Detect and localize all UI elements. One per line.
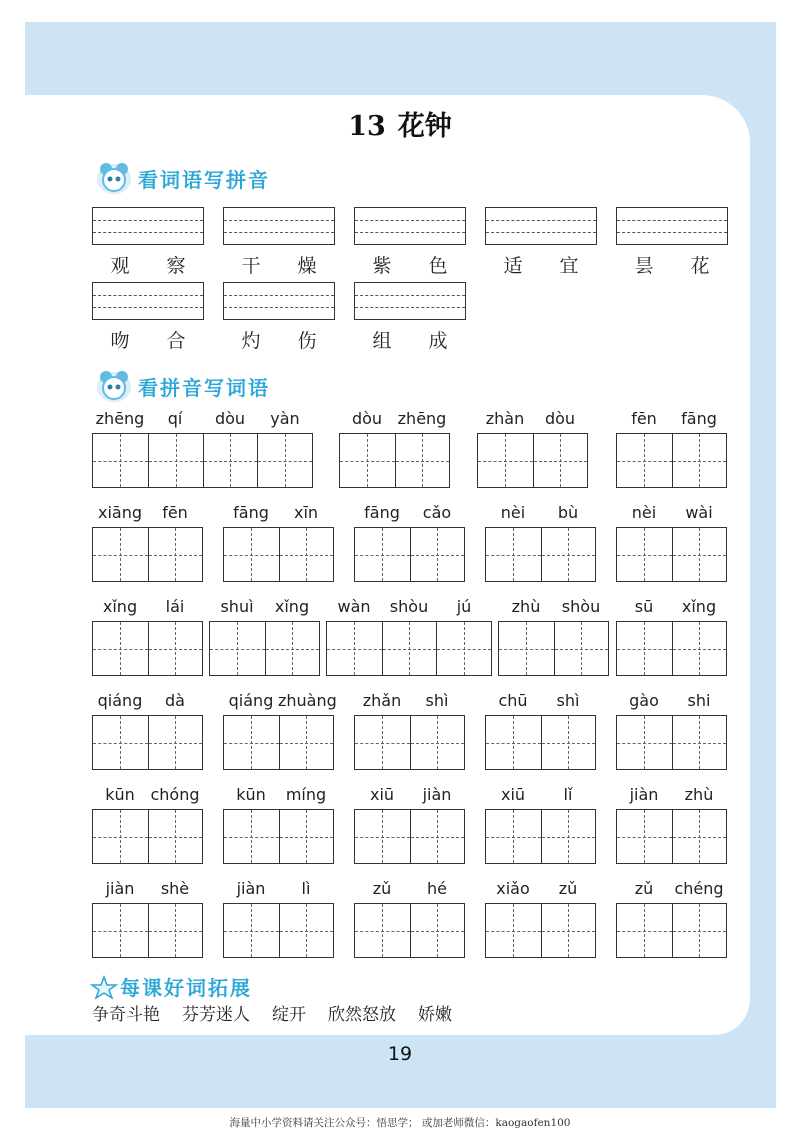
character-grid[interactable] bbox=[616, 621, 727, 676]
guide-line bbox=[673, 743, 727, 744]
character-grid[interactable] bbox=[92, 903, 203, 958]
grid-cell[interactable] bbox=[672, 904, 727, 957]
guide-line bbox=[258, 461, 312, 462]
pinyin-syllable: lì bbox=[301, 879, 311, 898]
guide-line bbox=[542, 555, 596, 556]
grid-cell[interactable] bbox=[265, 622, 320, 675]
grid-cell[interactable] bbox=[672, 528, 727, 581]
grid-cell[interactable] bbox=[486, 716, 541, 769]
guide-line bbox=[411, 743, 465, 744]
guide-line bbox=[486, 743, 541, 744]
character-grid[interactable] bbox=[354, 715, 465, 770]
character-grid[interactable] bbox=[616, 527, 727, 582]
character-grid[interactable] bbox=[92, 621, 203, 676]
grid-cell[interactable] bbox=[93, 810, 148, 863]
pinyin-answer-box[interactable] bbox=[354, 282, 466, 320]
guide-line bbox=[673, 837, 727, 838]
character-grid[interactable] bbox=[92, 527, 203, 582]
pinyin-syllable: fēn bbox=[162, 503, 188, 522]
guide-line bbox=[617, 649, 672, 650]
pinyin-syllable: fēn bbox=[631, 409, 657, 428]
guide-line bbox=[355, 931, 410, 932]
pinyin-syllable: fāng bbox=[681, 409, 717, 428]
guide-line bbox=[478, 461, 533, 462]
word-character: 灼 bbox=[241, 330, 261, 352]
grid-cell[interactable] bbox=[486, 904, 541, 957]
pinyin-syllable: cǎo bbox=[422, 503, 452, 522]
guide-line bbox=[327, 649, 382, 650]
grid-cell[interactable] bbox=[617, 434, 672, 487]
character-grid[interactable] bbox=[223, 903, 334, 958]
character-grid[interactable] bbox=[354, 809, 465, 864]
pinyin-syllable: xiū bbox=[369, 785, 395, 804]
guide-line bbox=[355, 307, 465, 308]
word-character: 吻 bbox=[110, 330, 130, 352]
pinyin-syllable: jiàn bbox=[629, 785, 659, 804]
character-grid[interactable] bbox=[354, 903, 465, 958]
lesson-title bbox=[0, 104, 800, 143]
word-character: 适 bbox=[503, 255, 523, 277]
grid-cell[interactable] bbox=[279, 904, 334, 957]
grid-cell[interactable] bbox=[224, 716, 279, 769]
guide-line bbox=[542, 743, 596, 744]
character-grid[interactable] bbox=[223, 715, 334, 770]
grid-cell[interactable] bbox=[93, 528, 148, 581]
guide-line bbox=[355, 743, 410, 744]
character-grid[interactable] bbox=[92, 715, 203, 770]
grid-cell[interactable] bbox=[672, 434, 727, 487]
guide-line bbox=[149, 649, 203, 650]
grid-cell[interactable] bbox=[617, 622, 672, 675]
pinyin-syllable: fāng bbox=[364, 503, 400, 522]
pinyin-answer-box[interactable] bbox=[354, 207, 466, 245]
pinyin-syllable: xǐng bbox=[681, 597, 717, 616]
guide-line bbox=[340, 461, 395, 462]
word-character: 观 bbox=[110, 255, 130, 277]
grid-cell[interactable] bbox=[355, 528, 410, 581]
lesson-name: 花钟 bbox=[397, 111, 452, 142]
pinyin-syllable: kūn bbox=[105, 785, 135, 804]
character-grid[interactable] bbox=[339, 433, 450, 488]
guide-line bbox=[224, 232, 334, 233]
grid-cell[interactable] bbox=[340, 434, 395, 487]
pinyin-syllable: xiāng bbox=[97, 503, 142, 522]
word-label bbox=[92, 251, 204, 278]
pinyin-syllable: xǐng bbox=[102, 597, 138, 616]
pinyin-syllable: kūn bbox=[236, 785, 266, 804]
guide-line bbox=[355, 220, 465, 221]
grid-cell[interactable] bbox=[486, 810, 541, 863]
guide-line bbox=[673, 649, 727, 650]
guide-line bbox=[355, 295, 465, 296]
guide-line bbox=[204, 461, 258, 462]
grid-cell[interactable] bbox=[382, 622, 437, 675]
guide-line bbox=[224, 743, 279, 744]
character-grid[interactable] bbox=[616, 433, 727, 488]
guide-line bbox=[673, 931, 727, 932]
pinyin-syllable: zǔ bbox=[634, 879, 654, 898]
pinyin-syllable: xiū bbox=[500, 785, 526, 804]
guide-line bbox=[411, 837, 465, 838]
character-grid[interactable] bbox=[485, 715, 596, 770]
guide-line bbox=[486, 220, 596, 221]
character-grid[interactable] bbox=[616, 903, 727, 958]
pinyin-syllable: shòu bbox=[561, 597, 601, 616]
guide-line bbox=[617, 220, 727, 221]
guide-line bbox=[93, 555, 148, 556]
pinyin-syllable: zhēng bbox=[95, 409, 145, 428]
pinyin-syllable: dòu bbox=[214, 409, 246, 428]
page-number: 19 bbox=[387, 1043, 413, 1065]
grid-cell[interactable] bbox=[279, 716, 334, 769]
grid-cell[interactable] bbox=[541, 716, 596, 769]
grid-cell[interactable] bbox=[541, 904, 596, 957]
grid-cell[interactable] bbox=[148, 622, 203, 675]
extension-word: 芬芳迷人 bbox=[182, 1005, 250, 1025]
pinyin-syllable: chéng bbox=[674, 879, 724, 898]
guide-line bbox=[411, 555, 465, 556]
guide-line bbox=[224, 931, 279, 932]
pinyin-syllable: wài bbox=[685, 503, 713, 522]
pinyin-syllable: hé bbox=[427, 879, 447, 898]
grid-cell[interactable] bbox=[148, 904, 203, 957]
word-character: 察 bbox=[166, 255, 186, 277]
character-grid[interactable] bbox=[477, 433, 588, 488]
grid-cell[interactable] bbox=[533, 434, 588, 487]
guide-line bbox=[224, 307, 334, 308]
section-heading-look-words-write-pinyin bbox=[92, 158, 270, 198]
grid-cell[interactable] bbox=[279, 528, 334, 581]
panda-icon bbox=[92, 159, 136, 197]
pinyin-syllable: zǔ bbox=[558, 879, 578, 898]
guide-line bbox=[224, 220, 334, 221]
pinyin-syllable: xǐng bbox=[274, 597, 310, 616]
pinyin-syllable: shòu bbox=[389, 597, 429, 616]
guide-line bbox=[355, 232, 465, 233]
character-grid[interactable] bbox=[209, 621, 320, 676]
guide-line bbox=[542, 931, 596, 932]
pinyin-syllable: zhàn bbox=[485, 409, 525, 428]
pinyin-syllable: zǔ bbox=[372, 879, 392, 898]
extension-word: 欣然怒放 bbox=[328, 1005, 396, 1025]
grid-cell[interactable] bbox=[257, 434, 312, 487]
guide-line bbox=[266, 649, 320, 650]
word-label bbox=[485, 251, 597, 278]
pinyin-syllable: dòu bbox=[351, 409, 383, 428]
guide-line bbox=[224, 295, 334, 296]
grid-cell[interactable] bbox=[148, 716, 203, 769]
pinyin-syllable: jú bbox=[456, 597, 472, 616]
pinyin-answer-box[interactable] bbox=[616, 207, 728, 245]
grid-cell[interactable] bbox=[148, 528, 203, 581]
pinyin-syllable: shì bbox=[556, 691, 580, 710]
grid-cell[interactable] bbox=[395, 434, 450, 487]
grid-cell[interactable] bbox=[410, 904, 465, 957]
panda-icon bbox=[92, 367, 136, 405]
pinyin-syllable: nèi bbox=[500, 503, 526, 522]
word-character: 燥 bbox=[297, 255, 317, 277]
grid-cell[interactable] bbox=[148, 434, 203, 487]
grid-cell[interactable] bbox=[355, 810, 410, 863]
word-character: 紫 bbox=[372, 255, 392, 277]
guide-line bbox=[149, 555, 203, 556]
grid-cell[interactable] bbox=[93, 622, 148, 675]
pinyin-syllable: qiáng bbox=[97, 691, 143, 710]
guide-line bbox=[93, 307, 203, 308]
word-character: 成 bbox=[428, 330, 448, 352]
word-character: 花 bbox=[690, 255, 710, 277]
guide-line bbox=[224, 555, 279, 556]
guide-line bbox=[534, 461, 588, 462]
pinyin-syllable: yàn bbox=[270, 409, 300, 428]
guide-line bbox=[499, 649, 554, 650]
lesson-number: 13 bbox=[348, 111, 386, 142]
guide-line bbox=[383, 649, 437, 650]
grid-cell[interactable] bbox=[478, 434, 533, 487]
guide-line bbox=[355, 555, 410, 556]
character-grid[interactable] bbox=[92, 809, 203, 864]
grid-cell[interactable] bbox=[224, 904, 279, 957]
grid-cell[interactable] bbox=[93, 716, 148, 769]
grid-cell[interactable] bbox=[499, 622, 554, 675]
extension-word: 娇嫩 bbox=[418, 1005, 452, 1025]
pinyin-answer-box[interactable] bbox=[223, 207, 335, 245]
pinyin-syllable: dòu bbox=[544, 409, 576, 428]
guide-line bbox=[149, 461, 203, 462]
pinyin-syllable: jiàn bbox=[422, 785, 452, 804]
grid-cell[interactable] bbox=[279, 810, 334, 863]
guide-line bbox=[224, 837, 279, 838]
extension-word: 争奇斗艳 bbox=[92, 1005, 160, 1025]
pinyin-syllable: dà bbox=[165, 691, 185, 710]
word-character: 合 bbox=[166, 330, 186, 352]
character-grid[interactable] bbox=[223, 809, 334, 864]
guide-line bbox=[617, 555, 672, 556]
guide-line bbox=[555, 649, 609, 650]
pinyin-syllable: wàn bbox=[337, 597, 371, 616]
word-character: 昙 bbox=[634, 255, 654, 277]
grid-cell[interactable] bbox=[148, 810, 203, 863]
pinyin-syllable: jiàn bbox=[236, 879, 266, 898]
grid-cell[interactable] bbox=[410, 810, 465, 863]
guide-line bbox=[396, 461, 450, 462]
grid-cell[interactable] bbox=[410, 528, 465, 581]
guide-line bbox=[93, 220, 203, 221]
grid-cell[interactable] bbox=[617, 716, 672, 769]
word-character: 伤 bbox=[297, 330, 317, 352]
section-label: 看词语写拼音 bbox=[138, 167, 270, 192]
pinyin-syllable: xīn bbox=[293, 503, 319, 522]
guide-line bbox=[149, 837, 203, 838]
guide-line bbox=[93, 295, 203, 296]
guide-line bbox=[486, 555, 541, 556]
guide-line bbox=[93, 837, 148, 838]
pinyin-syllable: gào bbox=[629, 691, 659, 710]
section-heading-look-pinyin-write-words bbox=[92, 366, 270, 406]
section-label: 每课好词拓展 bbox=[120, 975, 252, 1000]
pinyin-syllable: shi bbox=[687, 691, 711, 710]
word-label bbox=[354, 251, 466, 278]
pinyin-syllable: shuì bbox=[220, 597, 254, 616]
pinyin-syllable: bù bbox=[557, 503, 579, 522]
character-grid[interactable] bbox=[498, 621, 609, 676]
pinyin-syllable: qí bbox=[167, 409, 183, 428]
word-label bbox=[92, 326, 204, 353]
guide-line bbox=[93, 743, 148, 744]
pinyin-answer-box[interactable] bbox=[92, 282, 204, 320]
pinyin-syllable: jiàn bbox=[105, 879, 135, 898]
guide-line bbox=[280, 743, 334, 744]
character-grid[interactable] bbox=[326, 621, 492, 676]
guide-line bbox=[280, 555, 334, 556]
guide-line bbox=[355, 837, 410, 838]
word-character: 干 bbox=[241, 255, 261, 277]
footer-note: 海量中小学资料请关注公众号：悟思学； 或加老师微信：kaogaofen100 bbox=[229, 1117, 571, 1129]
character-grid[interactable] bbox=[223, 527, 334, 582]
guide-line bbox=[93, 461, 148, 462]
grid-cell[interactable] bbox=[224, 528, 279, 581]
guide-line bbox=[673, 461, 727, 462]
guide-line bbox=[411, 931, 465, 932]
pinyin-syllable: chóng bbox=[150, 785, 200, 804]
character-grid[interactable] bbox=[616, 809, 727, 864]
grid-cell[interactable] bbox=[224, 810, 279, 863]
grid-cell[interactable] bbox=[93, 904, 148, 957]
pinyin-syllable: zhēng bbox=[397, 409, 447, 428]
grid-cell[interactable] bbox=[617, 904, 672, 957]
word-label bbox=[616, 251, 728, 278]
grid-cell[interactable] bbox=[436, 622, 491, 675]
grid-cell[interactable] bbox=[672, 622, 727, 675]
section-label: 看拼音写词语 bbox=[138, 375, 270, 400]
guide-line bbox=[93, 649, 148, 650]
pinyin-answer-box[interactable] bbox=[485, 207, 597, 245]
guide-line bbox=[210, 649, 265, 650]
guide-line bbox=[437, 649, 491, 650]
grid-cell[interactable] bbox=[617, 528, 672, 581]
guide-line bbox=[617, 743, 672, 744]
guide-line bbox=[280, 931, 334, 932]
pinyin-syllable: qiáng bbox=[228, 691, 274, 710]
pinyin-syllable: zhù bbox=[511, 597, 541, 616]
pinyin-syllable: xiǎo bbox=[496, 879, 530, 898]
grid-cell[interactable] bbox=[554, 622, 609, 675]
extension-word-list bbox=[92, 1000, 452, 1025]
word-label bbox=[223, 251, 335, 278]
pinyin-syllable: shì bbox=[425, 691, 449, 710]
guide-line bbox=[486, 232, 596, 233]
pinyin-syllable: shè bbox=[160, 879, 190, 898]
grid-cell[interactable] bbox=[617, 810, 672, 863]
grid-cell[interactable] bbox=[210, 622, 265, 675]
word-character: 色 bbox=[428, 255, 448, 277]
grid-cell[interactable] bbox=[355, 904, 410, 957]
character-grid[interactable] bbox=[485, 527, 596, 582]
pinyin-syllable: míng bbox=[285, 785, 327, 804]
pinyin-syllable: zhuàng bbox=[278, 691, 337, 710]
guide-line bbox=[617, 837, 672, 838]
guide-line bbox=[673, 555, 727, 556]
guide-line bbox=[280, 837, 334, 838]
grid-cell[interactable] bbox=[486, 528, 541, 581]
guide-line bbox=[617, 931, 672, 932]
pinyin-syllable: chū bbox=[498, 691, 528, 710]
pinyin-syllable: lái bbox=[165, 597, 185, 616]
grid-cell[interactable] bbox=[203, 434, 258, 487]
grid-cell[interactable] bbox=[672, 810, 727, 863]
pinyin-answer-box[interactable] bbox=[92, 207, 204, 245]
grid-cell[interactable] bbox=[410, 716, 465, 769]
guide-line bbox=[617, 461, 672, 462]
character-grid[interactable] bbox=[354, 527, 465, 582]
grid-cell[interactable] bbox=[541, 528, 596, 581]
guide-line bbox=[486, 837, 541, 838]
pinyin-syllable: nèi bbox=[631, 503, 657, 522]
word-label bbox=[354, 326, 466, 353]
guide-line bbox=[93, 931, 148, 932]
pinyin-syllable: sū bbox=[634, 597, 654, 616]
character-grid[interactable] bbox=[92, 433, 313, 488]
grid-cell[interactable] bbox=[327, 622, 382, 675]
grid-cell[interactable] bbox=[93, 434, 148, 487]
pinyin-syllable: zhù bbox=[684, 785, 714, 804]
word-character: 宜 bbox=[559, 255, 579, 277]
guide-line bbox=[486, 931, 541, 932]
character-grid[interactable] bbox=[485, 903, 596, 958]
guide-line bbox=[93, 232, 203, 233]
grid-cell[interactable] bbox=[672, 716, 727, 769]
grid-cell[interactable] bbox=[541, 810, 596, 863]
word-character: 组 bbox=[372, 330, 392, 352]
character-grid[interactable] bbox=[616, 715, 727, 770]
extension-word: 绽开 bbox=[272, 1005, 306, 1025]
pinyin-answer-box[interactable] bbox=[223, 282, 335, 320]
guide-line bbox=[149, 931, 203, 932]
pinyin-syllable: fāng bbox=[233, 503, 269, 522]
guide-line bbox=[617, 232, 727, 233]
pinyin-syllable: zhǎn bbox=[362, 691, 402, 710]
character-grid[interactable] bbox=[485, 809, 596, 864]
grid-cell[interactable] bbox=[355, 716, 410, 769]
word-label bbox=[223, 326, 335, 353]
pinyin-syllable: lǐ bbox=[563, 785, 573, 804]
guide-line bbox=[542, 837, 596, 838]
guide-line bbox=[149, 743, 203, 744]
